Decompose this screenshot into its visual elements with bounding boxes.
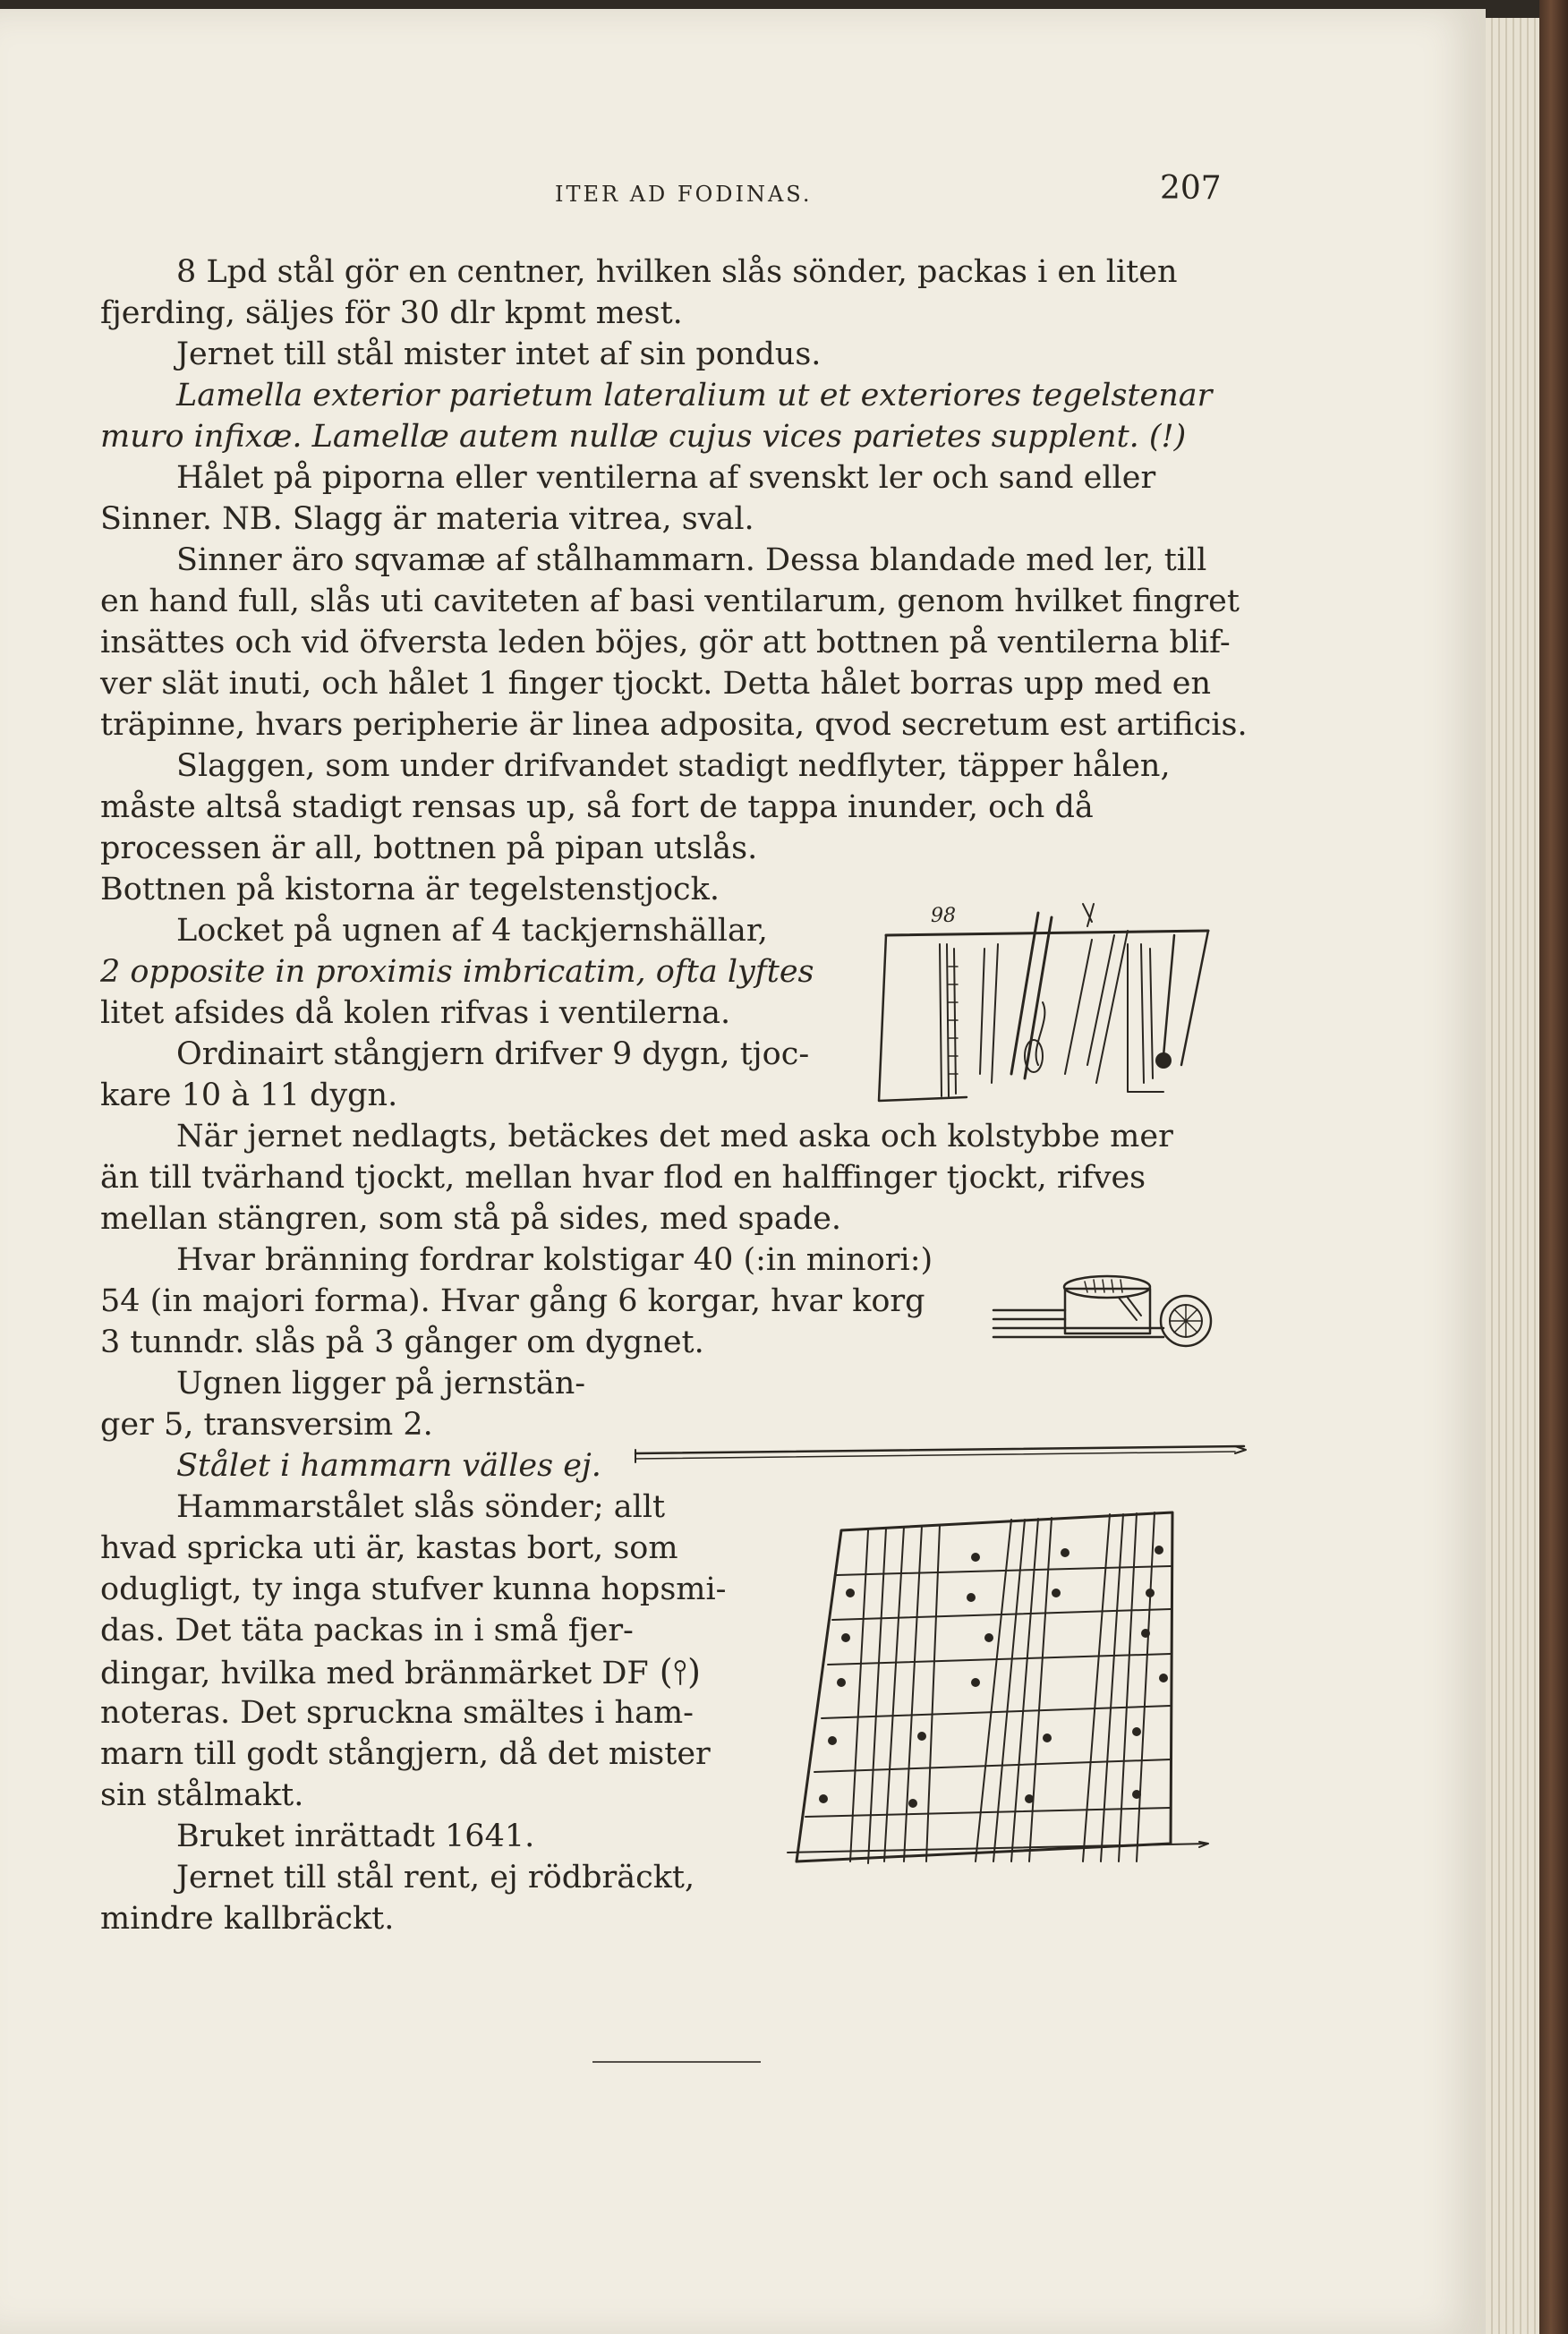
text-line: Jernet till stål rent, ej rödbräckt,: [176, 1860, 695, 1895]
cart-sketch: [984, 1253, 1226, 1351]
closing-rule: [592, 2061, 761, 2063]
text-line: Sinner. NB. Slagg är materia vitrea, sval.: [100, 501, 754, 537]
text-line: das. Det täta packas in i små fjer-: [100, 1613, 634, 1648]
text-line: Bruket inrättadt 1641.: [176, 1819, 535, 1854]
text-line: muro infixæ. Lamellæ autem nullæ cujus vices parietes supplent. (!): [100, 419, 1187, 455]
text-line: mellan stängren, som stå på sides, med spade.: [100, 1201, 842, 1237]
running-title: ITER AD FODINAS.: [555, 182, 813, 207]
text-line: [100, 1652, 701, 1695]
text-line: träpinne, hvars peripherie är linea adposita, qvod secretum est artificis.: [100, 707, 1248, 743]
text-line: Slaggen, som under drifvandet stadigt nedflyter, täpper hålen,: [176, 748, 1171, 784]
book-binding: [1539, 0, 1568, 2334]
text-line: marn till godt stångjern, då det mister: [100, 1736, 711, 1772]
text-line: Hammarstålet slås sönder; allt: [176, 1489, 666, 1525]
grid-sketch: [779, 1503, 1235, 1879]
text-line: Jernet till stål mister intet af sin pondus.: [176, 336, 822, 372]
text-line: odugligt, ty inga stufver kunna hopsmi-: [100, 1572, 727, 1607]
iron-bar-sketch: [626, 1432, 1253, 1468]
page-edges: [1486, 18, 1539, 2334]
text-line: litet afsides då kolen rifvas i ventilerna.: [100, 995, 731, 1031]
page-number: 207: [1160, 170, 1222, 207]
text-line: Bottnen på kistorna är tegelstenstjock.: [100, 872, 720, 907]
text-line: 54 (in majori forma). Hvar gång 6 korgar, hvar korg: [100, 1283, 925, 1319]
text-line: Sinner äro sqvamæ af stålhammarn. Dessa blandade med ler, till: [176, 542, 1207, 578]
text-line: Ordinairt stångjern drifver 9 dygn, tjoc-: [176, 1036, 810, 1072]
text-line: hvad spricka uti är, kastas bort, som: [100, 1530, 678, 1566]
text-line: Locket på ugnen af 4 tackjernshällar,: [176, 913, 768, 949]
text-line: Lamella exterior parietum lateralium ut et exteriores tegelstenar: [176, 378, 1213, 413]
text-line: Ugnen ligger på jernstän-: [176, 1366, 586, 1401]
text-line: Hålet på piporna eller ventilerna af svenskt ler och sand eller: [176, 460, 1156, 496]
text-line: 2 opposite in proximis imbricatim, ofta lyftes: [100, 954, 814, 990]
text-line: Stålet i hammarn välles ej.: [176, 1448, 601, 1484]
text-line: När jernet nedlagts, betäckes det med aska och kolstybbe mer: [176, 1119, 1173, 1154]
sketch-label: 98: [931, 905, 956, 927]
text-line: måste altså stadigt rensas up, så fort de tappa inunder, och då: [100, 789, 1094, 825]
line-0: 8 Lpd stål gör en centner, hvilken slås sönder, packas i en liten: [176, 254, 1178, 290]
brand-mark-icon: (⫯): [648, 1652, 701, 1691]
text-line: kare 10 à 11 dygn.: [100, 1078, 398, 1113]
text-line: 3 tunndr. slås på 3 gånger om dygnet.: [100, 1325, 704, 1360]
text-line: processen är all, bottnen på pipan utslås.: [100, 831, 758, 866]
text-line: sin stålmakt.: [100, 1777, 304, 1813]
text-line: ver slät inuti, och hålet 1 finger tjockt. Detta hålet borras upp med en: [100, 666, 1212, 702]
weight-dot: [1155, 1052, 1172, 1069]
text-line: fjerding, säljes för 30 dlr kpmt mest.: [100, 295, 683, 331]
furnace-sketch: [859, 895, 1217, 1128]
text-line: noteras. Det spruckna smältes i ham-: [100, 1695, 694, 1731]
line-34: dingar, hvilka med bränmärket DF: [100, 1656, 649, 1691]
text-line: insättes och vid öfversta leden böjes, gör att bottnen på ventilerna blif-: [100, 625, 1231, 660]
text-line: en hand full, slås uti caviteten af basi ventilarum, genom hvilket fingret: [100, 584, 1240, 619]
text-line: mindre kallbräckt.: [100, 1901, 395, 1937]
text-line: Hvar bränning fordrar kolstigar 40 (:in minori:): [176, 1242, 933, 1278]
text-line: än till tvärhand tjockt, mellan hvar flod en halffinger tjockt, rifves: [100, 1160, 1146, 1196]
text-line: ger 5, transversim 2.: [100, 1407, 433, 1443]
text-line: [176, 252, 1248, 294]
